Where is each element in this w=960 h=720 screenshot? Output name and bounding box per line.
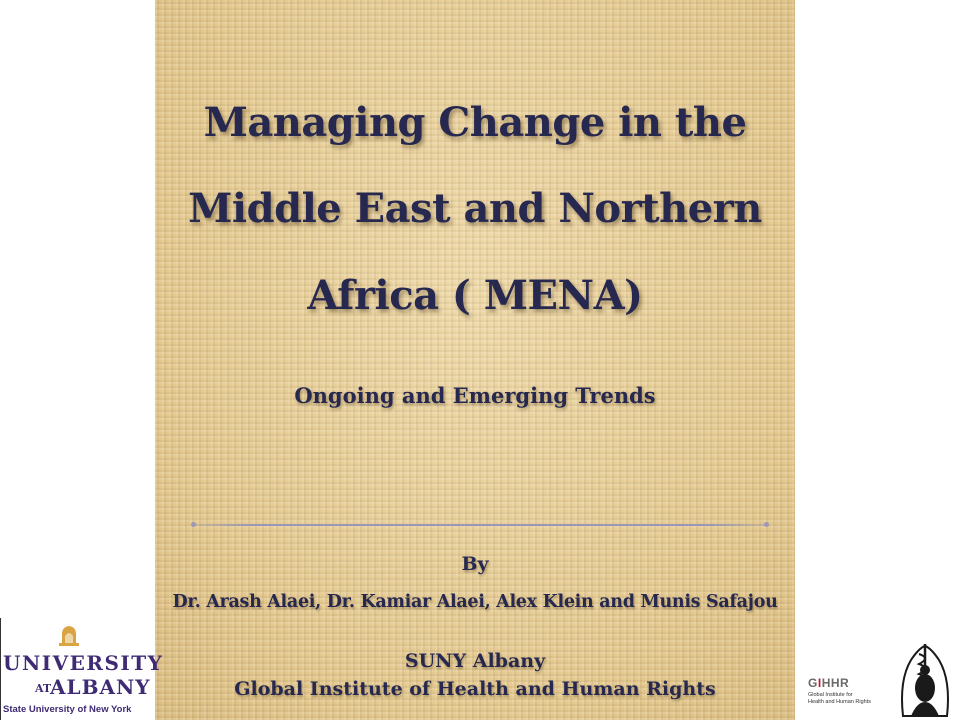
by-label: By: [461, 553, 489, 575]
divider: [193, 524, 767, 526]
gihhr-letter: G: [808, 676, 818, 690]
caduceus-figure-seal-icon: [897, 640, 953, 718]
gihhr-sub-line: Health and Human Rights: [808, 698, 871, 705]
ualbany-logo: [0, 618, 164, 720]
divider-dot: [191, 522, 196, 527]
gihhr-letter: I: [817, 676, 822, 690]
gihhr-letter: H: [821, 676, 831, 690]
gihhr-sub-line: Global Institute for: [808, 692, 853, 698]
gihhr-letter: R: [840, 676, 850, 690]
gihhr-letters: [808, 676, 849, 690]
title-line-1: Managing Change in the: [203, 99, 747, 146]
slide-panel: [155, 0, 795, 720]
ualbany-university-text: UNIVERSITY: [3, 651, 164, 675]
gihhr-letter: H: [830, 676, 841, 690]
authors: Dr. Arash Alaei, Dr. Kamiar Alaei, Alex Klein and Munis Safajou: [172, 592, 778, 612]
divider-dot: [764, 522, 769, 527]
institution-name: SUNY Albany: [404, 650, 546, 672]
minerva-emblem-icon: [56, 624, 82, 646]
logo-edge: [0, 618, 1, 720]
institute-name: Global Institute of Health and Human Rights: [234, 678, 716, 700]
gihhr-logo: [808, 676, 898, 716]
ualbany-state-text: State University of New York: [3, 704, 132, 715]
ualbany-albany-text: ALBANY: [50, 675, 151, 699]
title-line-2: Middle East and Northern: [188, 185, 762, 232]
ualbany-at-text: AT: [35, 682, 52, 695]
subtitle: Ongoing and Emerging Trends: [294, 383, 656, 408]
title-line-3: Africa ( MENA): [307, 272, 643, 319]
gihhr-subtitle: [808, 692, 871, 705]
